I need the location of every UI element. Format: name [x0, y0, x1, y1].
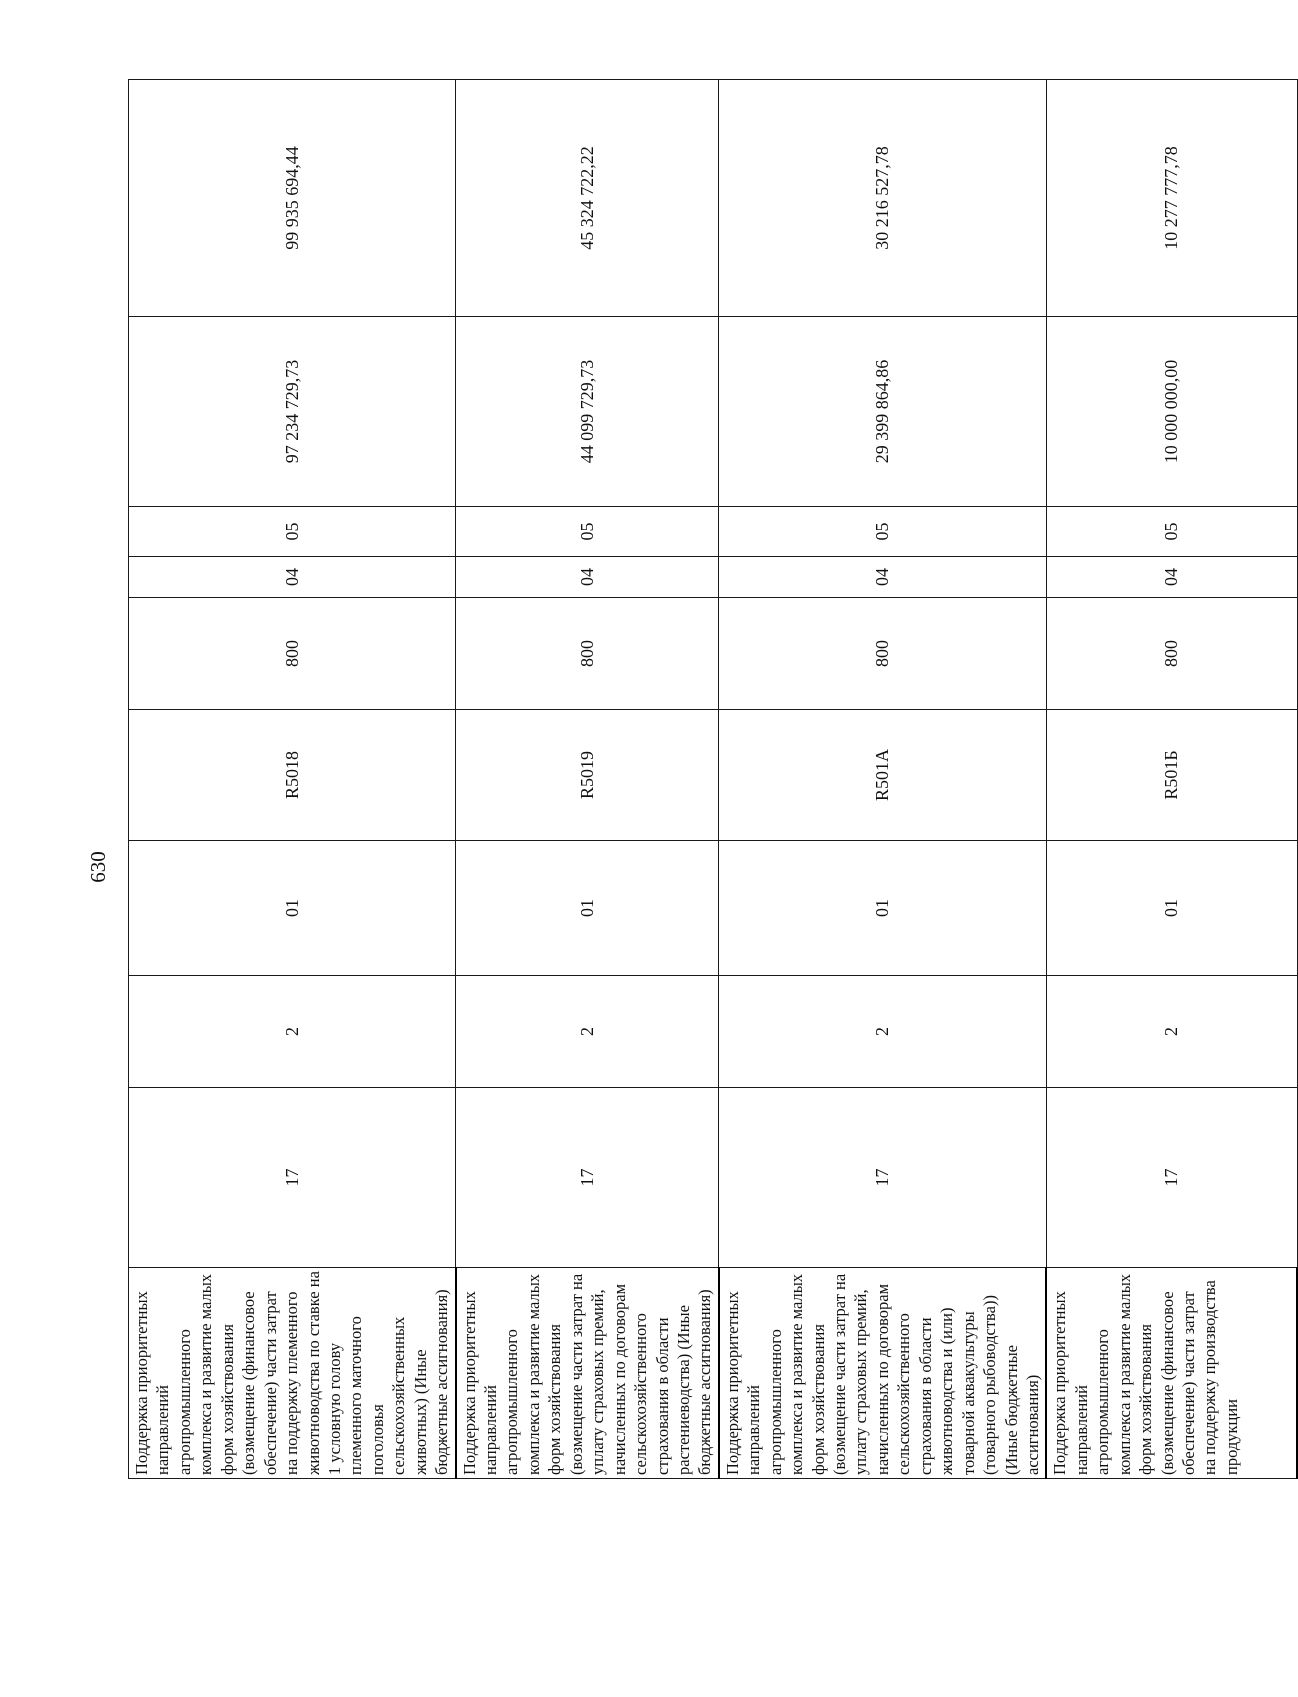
- cell-code: 01: [456, 841, 719, 976]
- cell-amount: 29 399 864,86: [719, 317, 1047, 507]
- cell-code: 17: [719, 1088, 1047, 1268]
- cell-section: 04: [129, 557, 456, 598]
- table-row: [456, 80, 719, 1479]
- row-description: Поддержка приоритетных направлений агропромышленного комплекса и развитие малых форм хозяйствования (возмещение части затрат на уплату страховых премий, начисленных по договорам сельскохозяйственного страхования в области животноводства и (или) товарной аквакультуры (товарного рыбоводства)) (Иные бюджетные ассигнования): [719, 1268, 1047, 1479]
- table-row: [129, 80, 456, 1479]
- budget-table: [128, 79, 1298, 1479]
- cell-expense-type: 800: [1046, 598, 1297, 710]
- cell-code: 01: [129, 841, 456, 976]
- cell-code: 2: [456, 976, 719, 1088]
- cell-section: 04: [1046, 557, 1297, 598]
- cell-subsection: 05: [1046, 507, 1297, 557]
- cell-code: R501А: [719, 710, 1047, 841]
- cell-code: 2: [129, 976, 456, 1088]
- cell-amount: 44 099 729,73: [456, 317, 719, 507]
- cell-section: 04: [456, 557, 719, 598]
- table-row: [719, 80, 1047, 1479]
- cell-code: 17: [456, 1088, 719, 1268]
- cell-expense-type: 800: [456, 598, 719, 710]
- cell-subsection: 05: [129, 507, 456, 557]
- cell-code: 2: [1046, 976, 1297, 1088]
- cell-code: 01: [1046, 841, 1297, 976]
- cell-amount: 97 234 729,73: [129, 317, 456, 507]
- cell-code: 2: [719, 976, 1047, 1088]
- cell-subsection: 05: [456, 507, 719, 557]
- cell-expense-type: 800: [129, 598, 456, 710]
- cell-amount: 10 277 777,78: [1046, 80, 1297, 317]
- cell-code: 01: [719, 841, 1047, 976]
- cell-amount: 10 000 000,00: [1046, 317, 1297, 507]
- cell-code: 17: [1046, 1088, 1297, 1268]
- page-number: 630: [86, 851, 110, 883]
- cell-amount: 45 324 722,22: [456, 80, 719, 317]
- table-row: [1046, 80, 1297, 1479]
- cell-code: R5019: [456, 710, 719, 841]
- cell-amount: 99 935 694,44: [129, 80, 456, 317]
- row-description: Поддержка приоритетных направлений агропромышленного комплекса и развитие малых форм хозяйствования (возмещение части затрат на уплату страховых премий, начисленных по договорам сельскохозяйственного страхования в области растениеводства) (Иные бюджетные ассигнования): [456, 1268, 719, 1479]
- row-description: Поддержка приоритетных направлений агропромышленного комплекса и развитие малых форм хозяйствования (возмещение (финансовое обеспечение) части затрат на поддержку производства продукции: [1046, 1268, 1297, 1479]
- cell-code: R501Б: [1046, 710, 1297, 841]
- cell-code: R5018: [129, 710, 456, 841]
- cell-code: 17: [129, 1088, 456, 1268]
- cell-subsection: 05: [719, 507, 1047, 557]
- cell-amount: 30 216 527,78: [719, 80, 1047, 317]
- cell-section: 04: [719, 557, 1047, 598]
- row-description: Поддержка приоритетных направлений агропромышленного комплекса и развитие малых форм хозяйствования (возмещение (финансовое обеспечение) части затрат на поддержку племенного животноводства по ставке на 1 условную голову племенного маточного поголовья сельскохозяйственных животных) (Иные бюджетные ассигнования): [129, 1268, 456, 1479]
- cell-expense-type: 800: [719, 598, 1047, 710]
